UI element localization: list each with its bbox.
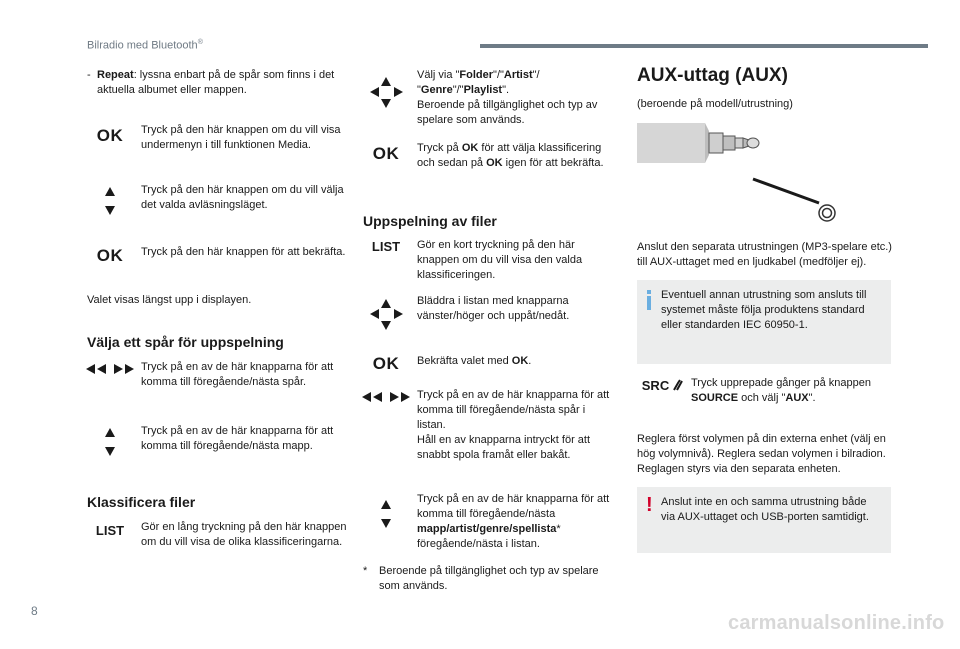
aux-jack-illustration xyxy=(637,121,857,229)
src-button-icon: SRC xyxy=(637,376,689,394)
list-short-press-item: LIST Gör en kort tryckning på den här knappen om du vill visa den valda klassificeringen. xyxy=(363,238,613,288)
left-right-arrows-icon xyxy=(363,390,409,404)
list-button-icon: LIST xyxy=(95,522,125,538)
ok-submenu-item: OK Tryck på den här knappen om du vill visa undermenyn i till funktionen Media. xyxy=(87,123,347,171)
browse-item: Bläddra i listan med knapparna vänster/höger och uppåt/nedåt. xyxy=(363,294,613,346)
up-down-arrows-icon xyxy=(363,496,409,532)
list-long-press-item: LIST Gör en lång tryckning på den här knappen om du vill visa de olika klassificeringarna. xyxy=(87,520,347,566)
page-number: 8 xyxy=(31,604,38,618)
confirm-ok-item: OK Bekräfta valet med OK. xyxy=(363,354,613,388)
ok-confirm-item: OK Tryck på den här knappen för att bekräfta. xyxy=(87,245,347,283)
choose-classification-item: Välj via "Folder"/"Artist"/ "Genre"/"Playlist". Beroende på tillgänglighet och typ av spelare som används. xyxy=(363,68,613,134)
info-box: Eventuell annan utrustning som ansluts till systemet måste följa produktens standard eller standarden IEC 60950-1. xyxy=(637,280,891,364)
phone-handset-icon xyxy=(672,379,684,391)
ok-button-icon: OK xyxy=(372,143,400,163)
page-header-title: Bilradio med Bluetooth® xyxy=(87,39,203,52)
updown-list-item: Tryck på en av de här knapparna för att komma till föregående/nästa mapp/artist/genre/spellista* föregående/nästa i listan. xyxy=(363,492,613,556)
leftright-list-item: Tryck på en av de här knapparna för att komma till föregående/nästa spår i listan. Håll en av knapparna intryckt för att snabbt spola framåt eller bakåt. xyxy=(363,388,613,492)
left-right-arrows-icon xyxy=(87,362,133,376)
section-title-playback: Uppspelning av filer xyxy=(363,213,497,229)
info-icon xyxy=(646,290,652,310)
repeat-item: - Repeat: lyssna enbart på de spår som finns i det aktuella albumet eller mappen. xyxy=(87,69,335,96)
section-title-classify: Klassificera filer xyxy=(87,494,196,510)
ok-button-icon: OK xyxy=(96,245,124,265)
aux-connect-text: Anslut den separata utrustningen (MP3-spelare etc.) till AUX-uttaget med en ljudkabel (medföljer ej). xyxy=(637,241,892,268)
volume-text: Reglera först volymen på din externa enhet (välj en hög volymnivå). Reglera sedan volymen i bilradion. Reglagen styrs via den separata enheten. xyxy=(637,433,886,475)
aux-subtitle: (beroende på modell/utrustning) xyxy=(637,98,793,110)
warning-icon: ! xyxy=(646,494,653,516)
footnote: * Beroende på tillgänglighet och typ av spelare som används. xyxy=(363,565,599,592)
column-right xyxy=(637,65,897,553)
up-down-arrows-icon xyxy=(87,183,133,219)
warning-box: ! Anslut inte en och samma utrustning både via AUX-uttaget och USB-porten samtidigt. xyxy=(637,487,891,553)
updown-reading-item: Tryck på den här knappen om du vill välja det valda avläsningsläget. xyxy=(87,183,347,227)
up-down-arrows-icon xyxy=(87,424,133,460)
leftright-track-item: Tryck på en av de här knapparna för att komma till föregående/nästa spår. xyxy=(87,360,347,416)
updown-folder-item: Tryck på en av de här knapparna för att komma till föregående/nästa mapp. xyxy=(87,424,347,474)
display-note: Valet visas längst upp i displayen. xyxy=(87,294,252,306)
four-way-arrows-icon xyxy=(363,294,409,334)
ok-button-icon: OK xyxy=(372,353,400,373)
list-button-icon: LIST xyxy=(371,238,401,254)
section-title-track: Välja ett spår för uppspelning xyxy=(87,334,284,350)
header-rule xyxy=(480,44,928,48)
aux-title: AUX-uttag (AUX) xyxy=(637,65,788,86)
ok-select-item: OK Tryck på OK för att välja klassificering och sedan på OK igen för att bekräfta. xyxy=(363,141,613,191)
column-left xyxy=(87,68,347,566)
column-middle xyxy=(363,68,613,594)
four-way-arrows-icon xyxy=(363,72,409,112)
watermark: carmanualsonline.info xyxy=(728,612,945,634)
source-aux-item: SRC Tryck upprepade gånger på knappen SOURCE och välj "AUX". xyxy=(637,376,897,416)
ok-button-icon: OK xyxy=(96,125,124,145)
